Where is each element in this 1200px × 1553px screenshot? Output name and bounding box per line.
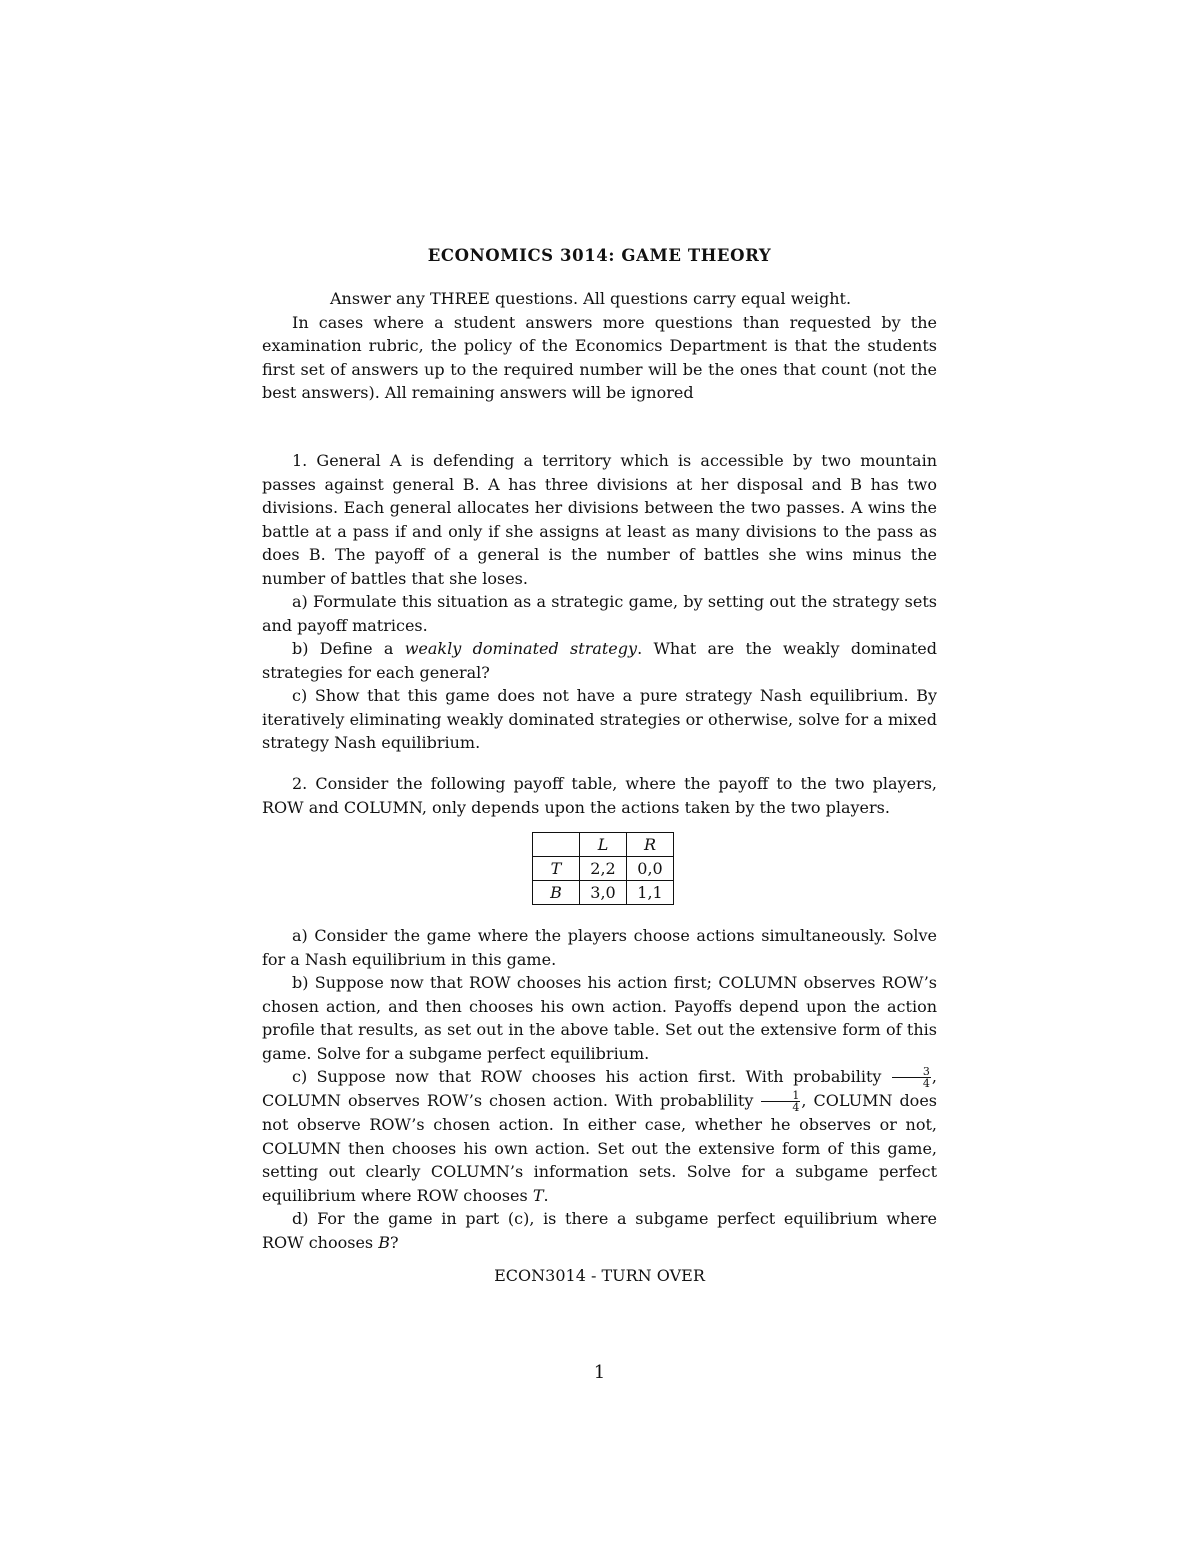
fraction-denominator: 4 (922, 1077, 930, 1090)
instructions-policy: In cases where a student answers more questions than requested by the examination rubric, the policy of the Economics Department is that the students first set of answers up to the required number will be the ones that count (not the best answers). All remaining answers will be ignored (262, 312, 937, 402)
part-c-end: . (543, 1185, 549, 1205)
payoff-cell: 2,2 (580, 857, 627, 881)
question-2-part-a: a) Consider the game where the players choose actions simultaneously. Solve for a Nash equilibrium in this game. (262, 926, 937, 969)
payoff-col-header: R (627, 833, 674, 857)
action-B: B (378, 1232, 390, 1252)
question-1-part-a: a) Formulate this situation as a strategic game, by setting out the strategy sets and payoff matrices. (262, 592, 937, 635)
payoff-row (533, 857, 674, 881)
payoff-row-header: T (533, 857, 580, 881)
payoff-col-header: L (580, 833, 627, 857)
part-d-end: ? (389, 1232, 399, 1252)
question-2-part-c (262, 1065, 937, 1207)
question-2-part-d (262, 1207, 937, 1254)
fraction-numerator: 3 (892, 1066, 931, 1078)
payoff-cell: 1,1 (627, 881, 674, 905)
payoff-cell: 3,0 (580, 881, 627, 905)
turn-over-footer: ECON3014 - TURN OVER (494, 1266, 705, 1285)
fraction-three-quarters (892, 1066, 931, 1089)
page-number: 1 (593, 1362, 606, 1383)
part-b-text-end: . What are the weakly dominated strategies for each general? (262, 639, 938, 682)
payoff-corner-cell (533, 833, 580, 857)
question-1-stem: 1. General A is defending a territory which is accessible by two mountain passes against general B. A has three divisions at her disposal and B has two divisions. Each general allocates her divisions between the two passes. A wins the battle at a pass if and only if she assigns at least as many divisions to the pass as does B. The payoff of a general is the number of battles she wins minus the number of battles that she loses. (262, 451, 937, 588)
question-1-part-c: c) Show that this game does not have a pure strategy Nash equilibrium. By iteratively eliminating weakly dominated strategies or otherwise, solve for a mixed strategy Nash equilibrium. (262, 686, 937, 752)
question-2 (262, 772, 937, 819)
question-1 (262, 449, 937, 755)
term-weakly-dominated: weakly dominated strategy (404, 639, 638, 658)
payoff-table (532, 832, 674, 905)
fraction-one-quarter (761, 1090, 800, 1113)
part-c-text: , COLUMN does not observe ROW’s chosen action. In either case, whether he observes or not, COLUMN then chooses his own action. Set out the extensive form of this game, setting out clearly COLUMN’s information sets. Solve for a subgame perfect equilibrium where ROW chooses (262, 1091, 937, 1205)
part-d-text: d) For the game in part (c), is there a subgame perfect equilibrium where ROW chooses (262, 1209, 937, 1252)
fraction-denominator: 4 (792, 1101, 800, 1114)
fraction-numerator: 1 (761, 1090, 800, 1102)
exam-title: ECONOMICS 3014: GAME THEORY (427, 246, 772, 265)
question-2-stem: 2. Consider the following payoff table, where the payoff to the two players, ROW and COLUMN, only depends upon the actions taken by the two players. (262, 774, 937, 817)
payoff-header-row (533, 833, 674, 857)
question-2-part-b: b) Suppose now that ROW chooses his action first; COLUMN observes ROW’s chosen action, and then chooses his own action. Payoffs depend upon the action profile that results, as set out in the above table. Set out the extensive form of this game. Solve for a subgame perfect equilibrium. (262, 973, 937, 1063)
payoff-row (533, 881, 674, 905)
action-T: T (532, 1185, 544, 1205)
part-c-text: c) Suppose now that ROW chooses his action first. With probability (292, 1067, 891, 1086)
instructions-line: Answer any THREE questions. All questions carry equal weight. (330, 289, 852, 308)
question-1-part-b (262, 637, 937, 684)
payoff-cell: 0,0 (627, 857, 674, 881)
instructions (262, 287, 937, 405)
question-2-parts (262, 924, 937, 1254)
part-b-text: b) Define a (292, 639, 405, 658)
payoff-row-header: B (533, 881, 580, 905)
part-c-text: , COLUMN observes ROW’s chosen action. With probablility (262, 1067, 937, 1110)
